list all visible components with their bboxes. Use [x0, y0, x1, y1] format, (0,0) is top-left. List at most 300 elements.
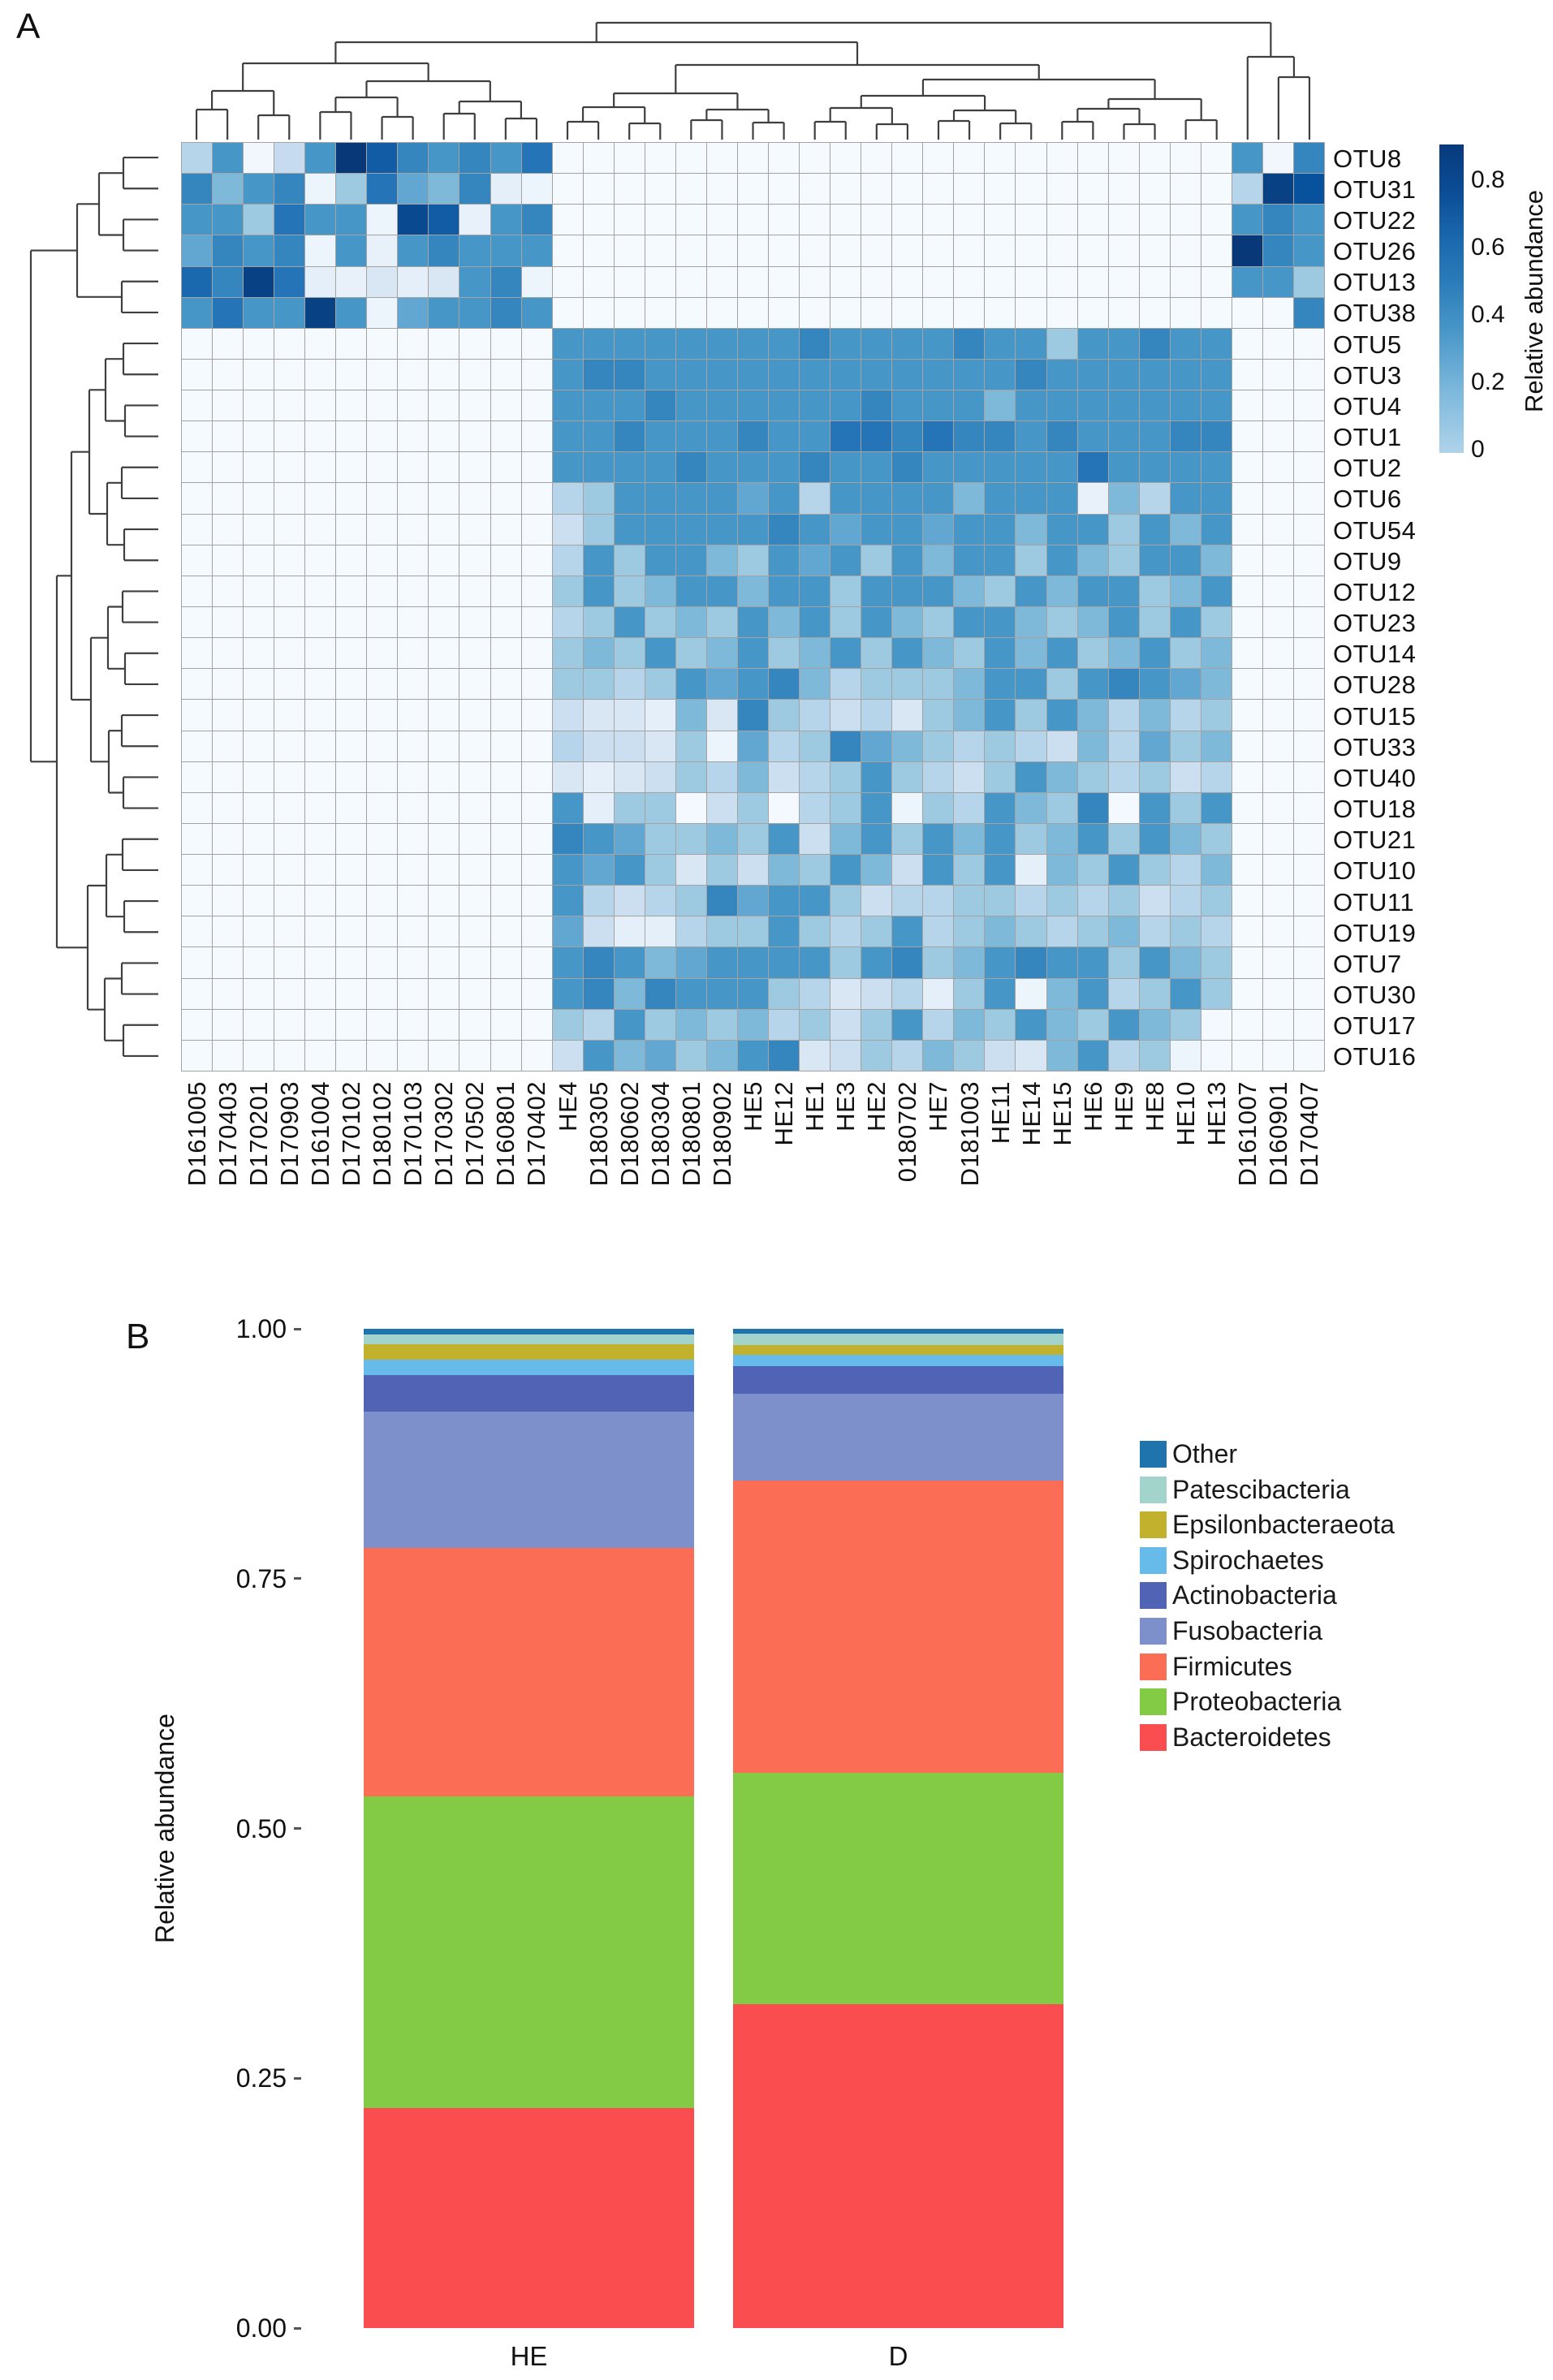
heatmap-cell	[1078, 638, 1108, 668]
heatmap-cell	[213, 267, 243, 297]
heatmap-cell	[367, 793, 397, 823]
heatmap-cell	[182, 174, 212, 204]
heatmap-cell	[459, 700, 490, 730]
heatmap-cell	[553, 421, 583, 451]
heatmap-cell	[769, 298, 799, 328]
heatmap-cell	[1078, 979, 1108, 1009]
heatmap-cell	[1232, 329, 1262, 359]
heatmap-cell	[1047, 483, 1077, 513]
legend-item	[1140, 1722, 1331, 1753]
heatmap-cell	[800, 1010, 830, 1040]
barchart-y-axis-title: Relative abundance	[150, 1714, 179, 1943]
heatmap-cell	[1078, 174, 1108, 204]
heatmap-cell	[615, 576, 645, 606]
heatmap-cell	[213, 916, 243, 946]
heatmap-cell	[645, 576, 675, 606]
heatmap-cell	[676, 452, 706, 482]
legend-swatch	[1140, 1618, 1167, 1645]
heatmap-cell	[861, 235, 891, 265]
legend-label: Actinobacteria	[1172, 1580, 1337, 1610]
heatmap-cell	[830, 607, 861, 637]
heatmap-cell	[274, 793, 304, 823]
heatmap-cell	[182, 390, 212, 420]
heatmap-cell	[1109, 329, 1139, 359]
heatmap-cell	[522, 824, 552, 854]
heatmap-cell	[274, 979, 304, 1009]
heatmap-cell	[1016, 916, 1046, 946]
heatmap-cell	[923, 360, 953, 390]
heatmap-cell	[182, 515, 212, 545]
heatmap-cell	[1078, 855, 1108, 885]
heatmap-cell	[954, 298, 984, 328]
heatmap-cell	[367, 267, 397, 297]
heatmap-cell	[1140, 824, 1170, 854]
heatmap-cell	[274, 515, 304, 545]
heatmap-cell	[1078, 235, 1108, 265]
heatmap-cell	[584, 855, 614, 885]
heatmap-cell	[861, 298, 891, 328]
heatmap-cell	[182, 545, 212, 576]
heatmap-cell	[553, 576, 583, 606]
heatmap-cell	[305, 762, 335, 792]
heatmap-cell	[738, 669, 768, 699]
heatmap-cell	[305, 1010, 335, 1040]
heatmap-cell	[861, 607, 891, 637]
legend-swatch	[1140, 1724, 1167, 1751]
heatmap-cell	[861, 483, 891, 513]
heatmap-cell	[769, 731, 799, 761]
heatmap-cell	[244, 143, 274, 173]
heatmap-cell	[213, 886, 243, 916]
heatmap-cell	[1140, 545, 1170, 576]
heatmap-cell	[584, 762, 614, 792]
heatmap-cell	[707, 762, 737, 792]
heatmap-cell	[861, 1041, 891, 1071]
heatmap-cell	[367, 916, 397, 946]
heatmap-cell	[1016, 329, 1046, 359]
heatmap-cell	[244, 390, 274, 420]
heatmap-cell	[738, 947, 768, 977]
heatmap-cell	[985, 298, 1015, 328]
heatmap-cell	[892, 515, 922, 545]
heatmap-row-label: OTU38	[1333, 299, 1417, 328]
heatmap-cell	[800, 360, 830, 390]
heatmap-cell	[429, 360, 459, 390]
heatmap-cell	[1016, 421, 1046, 451]
heatmap-cell	[336, 731, 366, 761]
heatmap-cell	[923, 1010, 953, 1040]
heatmap-col-label: HE2	[862, 1081, 891, 1132]
heatmap-cell	[800, 390, 830, 420]
heatmap-cell	[738, 329, 768, 359]
heatmap-cell	[1263, 235, 1293, 265]
heatmap-cell	[615, 947, 645, 977]
heatmap-cell	[553, 762, 583, 792]
heatmap-cell	[553, 793, 583, 823]
legend-label: Bacteroidetes	[1172, 1722, 1331, 1752]
heatmap-cell	[954, 267, 984, 297]
heatmap-cell	[645, 886, 675, 916]
heatmap-cell	[923, 235, 953, 265]
heatmap-cell	[800, 979, 830, 1009]
heatmap-cell	[305, 793, 335, 823]
legend-label: Other	[1172, 1439, 1238, 1468]
heatmap-cell	[676, 1010, 706, 1040]
heatmap-cell	[429, 947, 459, 977]
heatmap-cell	[398, 669, 428, 699]
heatmap-cell	[985, 700, 1015, 730]
heatmap-cell	[1078, 762, 1108, 792]
heatmap-cell	[553, 298, 583, 328]
heatmap-cell	[398, 607, 428, 637]
heatmap-cell	[1171, 669, 1201, 699]
heatmap-cell	[1294, 669, 1324, 699]
heatmap-cell	[676, 390, 706, 420]
heatmap-cell	[274, 143, 304, 173]
heatmap-col-label: D180801	[676, 1081, 705, 1187]
heatmap-cell	[1171, 390, 1201, 420]
heatmap-cell	[769, 452, 799, 482]
bar-segment-firmicutes	[364, 1548, 694, 1797]
heatmap-cell	[707, 731, 737, 761]
heatmap-cell	[676, 700, 706, 730]
heatmap-col-label: HE15	[1047, 1081, 1076, 1146]
heatmap-cell	[182, 638, 212, 668]
heatmap-cell	[800, 483, 830, 513]
heatmap-cell	[553, 483, 583, 513]
x-category-label: D	[888, 2341, 908, 2371]
heatmap-cell	[182, 267, 212, 297]
heatmap-cell	[1140, 762, 1170, 792]
heatmap-cell	[553, 205, 583, 235]
heatmap-row-label: OTU12	[1333, 577, 1417, 606]
heatmap-cell	[800, 1041, 830, 1071]
heatmap-cell	[1201, 669, 1232, 699]
heatmap-cell	[274, 421, 304, 451]
heatmap-cell	[367, 483, 397, 513]
heatmap-cell	[707, 855, 737, 885]
heatmap-cell	[738, 638, 768, 668]
heatmap-cell	[800, 700, 830, 730]
heatmap-cell	[645, 545, 675, 576]
heatmap-cell	[367, 235, 397, 265]
heatmap-cell	[522, 483, 552, 513]
heatmap-cell	[1171, 452, 1201, 482]
heatmap-cell	[1016, 669, 1046, 699]
heatmap-cell	[244, 731, 274, 761]
heatmap-cell	[830, 824, 861, 854]
heatmap-cell	[398, 638, 428, 668]
heatmap-cell	[1109, 886, 1139, 916]
heatmap-cell	[1171, 329, 1201, 359]
heatmap-cell	[1140, 483, 1170, 513]
heatmap-cell	[213, 1041, 243, 1071]
legend-item	[1140, 1510, 1395, 1540]
heatmap-cell	[892, 143, 922, 173]
heatmap-cell	[645, 205, 675, 235]
heatmap-col-label: D170201	[244, 1081, 273, 1187]
heatmap-cell	[769, 1041, 799, 1071]
y-tick-label: 0.00	[235, 2313, 287, 2343]
heatmap-cell	[336, 855, 366, 885]
heatmap-cell	[676, 607, 706, 637]
heatmap-cell	[830, 669, 861, 699]
heatmap-cell	[1171, 205, 1201, 235]
heatmap-cell	[1078, 483, 1108, 513]
heatmap-cell	[1016, 886, 1046, 916]
colorbar-tick-label: 0.2	[1471, 369, 1505, 395]
colorbar-gradient	[1439, 144, 1464, 453]
heatmap-cell	[707, 607, 737, 637]
heatmap-cell	[769, 1010, 799, 1040]
heatmap-cell	[1232, 793, 1262, 823]
heatmap-cell	[954, 793, 984, 823]
bar-segment-firmicutes	[733, 1481, 1063, 1772]
heatmap-cell	[1263, 205, 1293, 235]
heatmap-cell	[861, 1010, 891, 1040]
heatmap-cell	[491, 483, 521, 513]
heatmap-cell	[800, 669, 830, 699]
heatmap-cell	[1078, 669, 1108, 699]
bar-segment-patescibacteria	[733, 1334, 1063, 1345]
heatmap-cell	[1047, 390, 1077, 420]
heatmap-cell	[954, 947, 984, 977]
y-tick-mark	[294, 2327, 301, 2330]
heatmap-cell	[1078, 1041, 1108, 1071]
heatmap-cell	[274, 267, 304, 297]
heatmap-cell	[213, 731, 243, 761]
heatmap-cell	[367, 886, 397, 916]
heatmap-cell	[398, 174, 428, 204]
heatmap-cell	[1232, 1041, 1262, 1071]
heatmap-cell	[892, 669, 922, 699]
heatmap-cell	[1201, 607, 1232, 637]
heatmap-cell	[305, 205, 335, 235]
heatmap-col-label: HE10	[1171, 1081, 1201, 1146]
heatmap-cell	[1201, 515, 1232, 545]
heatmap-cell	[1171, 700, 1201, 730]
heatmap-cell	[861, 360, 891, 390]
heatmap-cell	[522, 762, 552, 792]
heatmap-cell	[459, 855, 490, 885]
heatmap-cell	[861, 947, 891, 977]
heatmap-cell	[1047, 267, 1077, 297]
heatmap-cell	[336, 235, 366, 265]
heatmap-cell	[1263, 483, 1293, 513]
heatmap-cell	[1047, 329, 1077, 359]
heatmap-cell	[1294, 235, 1324, 265]
bar-segment-proteobacteria	[364, 1796, 694, 2108]
heatmap-cell	[769, 855, 799, 885]
heatmap-cell	[861, 267, 891, 297]
heatmap-cell	[336, 329, 366, 359]
heatmap-cell	[336, 298, 366, 328]
heatmap-cell	[398, 545, 428, 576]
heatmap-cell	[892, 452, 922, 482]
heatmap-cell	[1263, 452, 1293, 482]
heatmap-cell	[1232, 298, 1262, 328]
heatmap-cell	[892, 483, 922, 513]
heatmap-cell	[1171, 174, 1201, 204]
heatmap-cell	[1263, 1041, 1293, 1071]
heatmap-cell	[954, 452, 984, 482]
heatmap-cell	[830, 483, 861, 513]
legend-swatch	[1140, 1688, 1167, 1715]
heatmap-cell	[892, 421, 922, 451]
heatmap-cell	[459, 235, 490, 265]
heatmap-cell	[1047, 452, 1077, 482]
heatmap-cell	[459, 267, 490, 297]
heatmap-cell	[707, 979, 737, 1009]
heatmap-cell	[305, 545, 335, 576]
heatmap-cell	[985, 360, 1015, 390]
heatmap-cell	[923, 947, 953, 977]
heatmap-cell	[1078, 298, 1108, 328]
heatmap-cell	[1201, 174, 1232, 204]
heatmap-row-label: OTU14	[1333, 640, 1417, 669]
heatmap-cell	[459, 205, 490, 235]
heatmap-cell	[985, 855, 1015, 885]
heatmap-cell	[1016, 855, 1046, 885]
heatmap-cell	[1078, 545, 1108, 576]
heatmap-cell	[1171, 1041, 1201, 1071]
heatmap-row-label: OTU2	[1333, 454, 1402, 483]
heatmap-cell	[244, 1010, 274, 1040]
heatmap-cell	[367, 979, 397, 1009]
heatmap-cell	[830, 576, 861, 606]
bar-segment-spirochaetes	[733, 1355, 1063, 1366]
heatmap-cell	[274, 360, 304, 390]
heatmap-cell	[1232, 545, 1262, 576]
heatmap-cell	[584, 886, 614, 916]
heatmap-cell	[522, 452, 552, 482]
heatmap-cell	[800, 298, 830, 328]
heatmap-cell	[491, 947, 521, 977]
heatmap-cell	[676, 855, 706, 885]
heatmap-cell	[1201, 390, 1232, 420]
heatmap-cell	[244, 638, 274, 668]
heatmap-col-label: D161007	[1233, 1081, 1262, 1187]
heatmap-cell	[213, 947, 243, 977]
heatmap-cell	[367, 1041, 397, 1071]
heatmap-cell	[861, 700, 891, 730]
heatmap-cell	[1109, 483, 1139, 513]
heatmap-cell	[615, 886, 645, 916]
heatmap-row-label: OTU28	[1333, 670, 1417, 700]
heatmap-cell	[1078, 731, 1108, 761]
heatmap-cell	[429, 669, 459, 699]
heatmap-cell	[553, 1010, 583, 1040]
heatmap-cell	[615, 700, 645, 730]
heatmap-cell	[1140, 607, 1170, 637]
heatmap-cell	[584, 483, 614, 513]
heatmap-cell	[738, 390, 768, 420]
heatmap-row-label: OTU3	[1333, 360, 1402, 390]
heatmap-cell	[1140, 360, 1170, 390]
heatmap-cell	[861, 452, 891, 482]
heatmap-row-label: OTU7	[1333, 949, 1402, 978]
heatmap-cell	[707, 205, 737, 235]
heatmap-row-label: OTU8	[1333, 144, 1402, 173]
heatmap-cell	[1109, 1010, 1139, 1040]
heatmap-cell	[1109, 545, 1139, 576]
heatmap-cell	[800, 235, 830, 265]
heatmap-cell	[1140, 298, 1170, 328]
heatmap-row-label: OTU5	[1333, 330, 1402, 359]
heatmap-cell	[553, 452, 583, 482]
heatmap-cell	[1263, 731, 1293, 761]
heatmap-cell	[615, 1041, 645, 1071]
heatmap-cell	[398, 762, 428, 792]
heatmap-cell	[553, 1041, 583, 1071]
heatmap-cell	[182, 483, 212, 513]
heatmap-cell	[1016, 360, 1046, 390]
heatmap-cell	[615, 515, 645, 545]
heatmap-cell	[522, 979, 552, 1009]
heatmap-cell	[274, 762, 304, 792]
heatmap-cell	[707, 390, 737, 420]
heatmap-cell	[553, 267, 583, 297]
heatmap-cell	[1109, 638, 1139, 668]
heatmap-cell	[491, 360, 521, 390]
heatmap-cell	[707, 452, 737, 482]
heatmap-cell	[738, 267, 768, 297]
heatmap-cell	[584, 638, 614, 668]
heatmap-cell	[1016, 174, 1046, 204]
heatmap-cell	[1109, 824, 1139, 854]
heatmap-cell	[367, 205, 397, 235]
heatmap-cell	[336, 886, 366, 916]
heatmap-cell	[645, 824, 675, 854]
heatmap-cell	[800, 824, 830, 854]
heatmap-cell	[1232, 824, 1262, 854]
heatmap-cell	[1171, 298, 1201, 328]
heatmap-cell	[367, 515, 397, 545]
heatmap-cell	[1140, 143, 1170, 173]
heatmap-cell	[274, 1041, 304, 1071]
heatmap-cell	[985, 762, 1015, 792]
heatmap-cell	[1016, 793, 1046, 823]
heatmap-cell	[429, 886, 459, 916]
heatmap-cell	[645, 793, 675, 823]
heatmap-cell	[615, 855, 645, 885]
heatmap-cell	[1263, 638, 1293, 668]
heatmap-cell	[336, 947, 366, 977]
bar-segment-actinobacteria	[733, 1366, 1063, 1394]
heatmap-cell	[830, 235, 861, 265]
heatmap-cell	[459, 515, 490, 545]
heatmap-col-label: D161005	[182, 1081, 211, 1187]
heatmap-cell	[1109, 452, 1139, 482]
heatmap-cell	[800, 205, 830, 235]
heatmap-cell	[1263, 421, 1293, 451]
heatmap-cell	[182, 916, 212, 946]
heatmap-cell	[1109, 267, 1139, 297]
heatmap-cell	[645, 483, 675, 513]
heatmap-cell	[367, 452, 397, 482]
heatmap-cell	[429, 700, 459, 730]
heatmap-cell	[1171, 731, 1201, 761]
heatmap-cell	[985, 731, 1015, 761]
heatmap-cell	[1016, 515, 1046, 545]
heatmap-cell	[1109, 855, 1139, 885]
heatmap-cell	[769, 700, 799, 730]
heatmap-cell	[182, 793, 212, 823]
heatmap-cell	[1016, 638, 1046, 668]
heatmap-cell	[491, 669, 521, 699]
heatmap-cell	[985, 483, 1015, 513]
heatmap-cell	[645, 1010, 675, 1040]
